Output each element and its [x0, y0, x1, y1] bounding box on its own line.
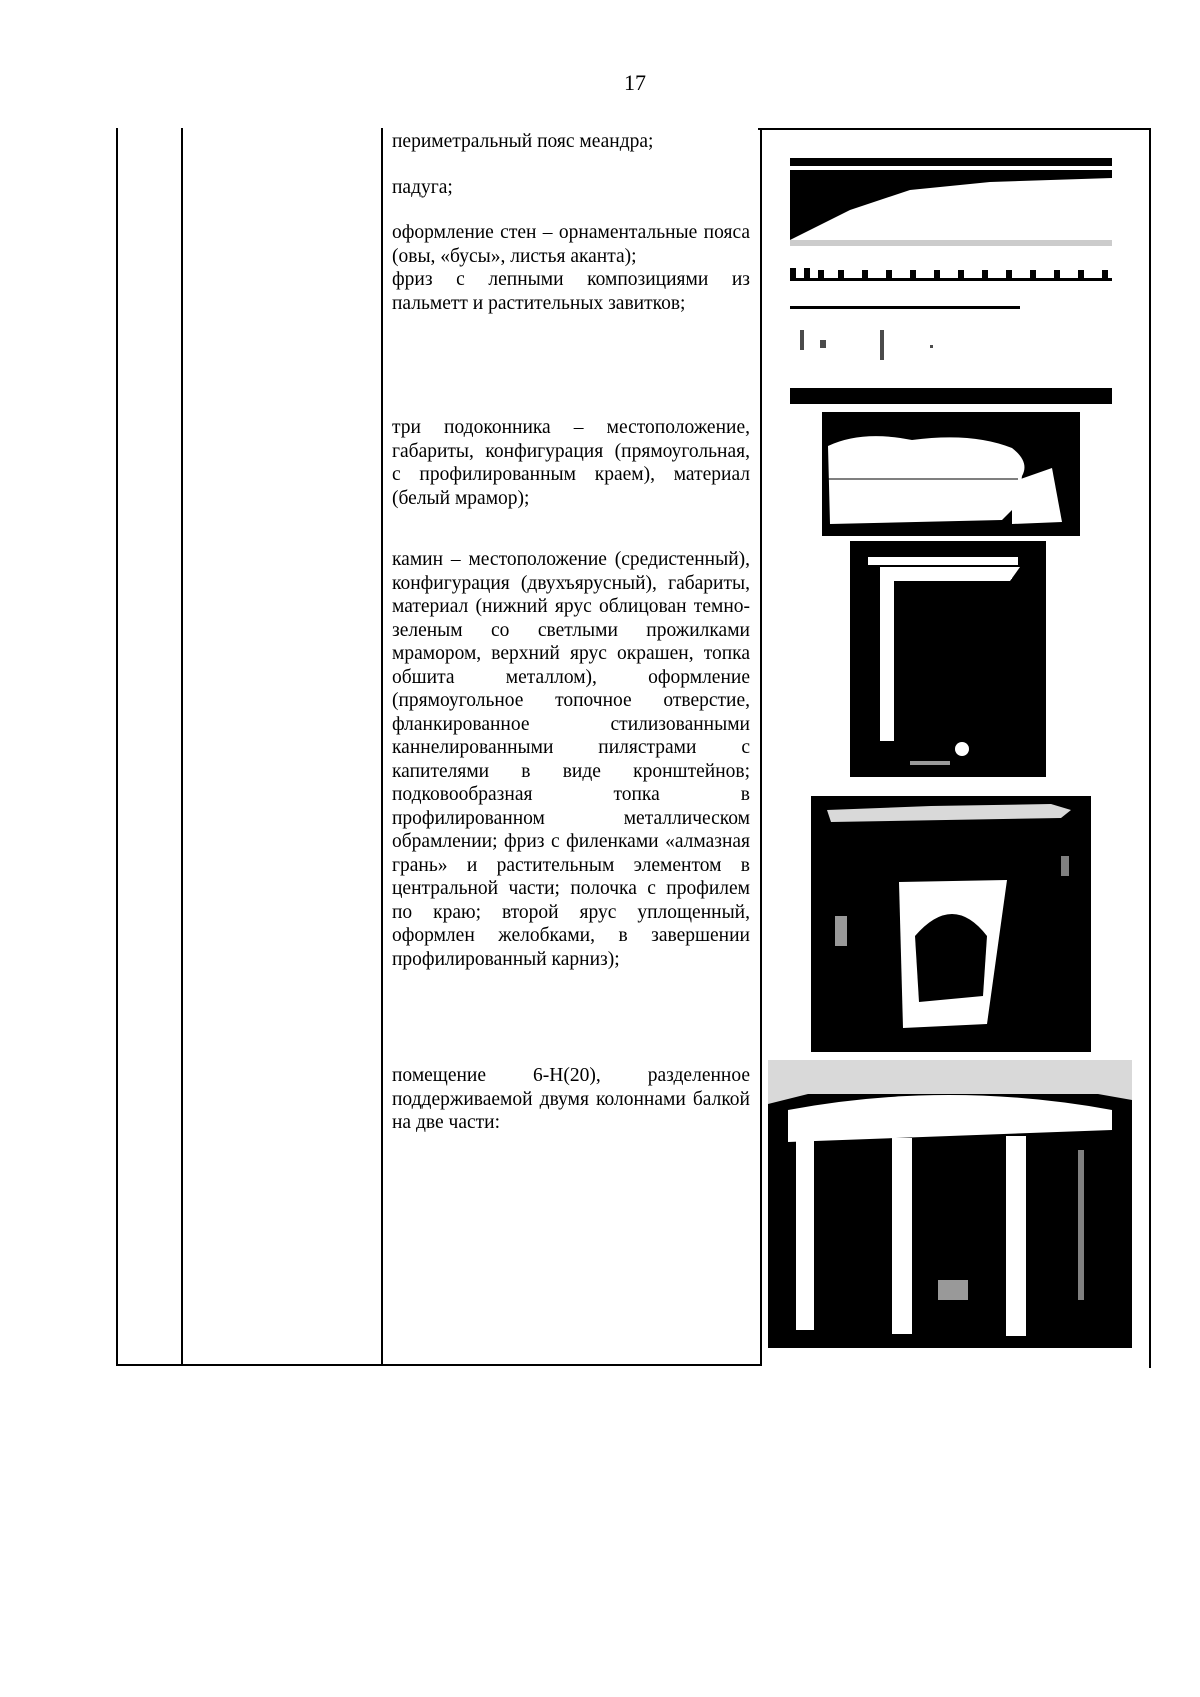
item-text-column	[392, 130, 750, 337]
item-room: помещение 6-Н(20), разделенное поддерживаемой двумя колоннами балкой на две части:	[392, 1065, 750, 1133]
item-sills: три подоконника – местоположение, габариты, конфигурация (прямоугольная, с профилированным краем), материал (белый мрамор);	[392, 417, 750, 509]
page-number: 17	[624, 70, 646, 95]
photo-room-columns	[768, 1060, 1132, 1348]
item-frieze: фриз с лепными композициями из пальметт и растительных завитков;	[392, 269, 750, 314]
photo-window-sill	[822, 412, 1080, 536]
column-divider-2	[381, 128, 383, 1364]
table-right-border	[1149, 128, 1151, 1368]
photo-frieze	[790, 130, 1112, 404]
item-walls: оформление стен – орнаментальные пояса (овы, «бусы», листья аканта);	[392, 222, 750, 267]
item-meander: периметральный пояс меандра;	[392, 131, 654, 152]
item-fireplace: камин – местоположение (средистенный), конфигурация (двухъярусный), габариты, материал (нижний ярус облицован темно-зеленым со светлыми прожилками мрамором, верхний ярус окрашен, топка обшита металлом), оформление (прямоугольное топочное отверстие, фланкированное стилизованными каннелированными пилястрами с капителями в виде кронштейнов; подковообразная топка в профилированном металлическом обрамлении; фриз с филенками «алмазная грань» и растительным элементом в центральной части; полочка с профилем по краю; второй ярус уплощенный, оформлен желобками, в завершении профилированный карниз);	[392, 549, 750, 970]
item-room-block	[392, 1064, 750, 1157]
item-fireplace-block	[392, 548, 750, 993]
item-sills-block	[392, 416, 750, 532]
column-divider-1	[181, 128, 183, 1364]
photo-fireplace-arch	[811, 796, 1091, 1052]
photo-fireplace-upper	[850, 541, 1046, 777]
item-raduga: падуга;	[392, 176, 453, 198]
